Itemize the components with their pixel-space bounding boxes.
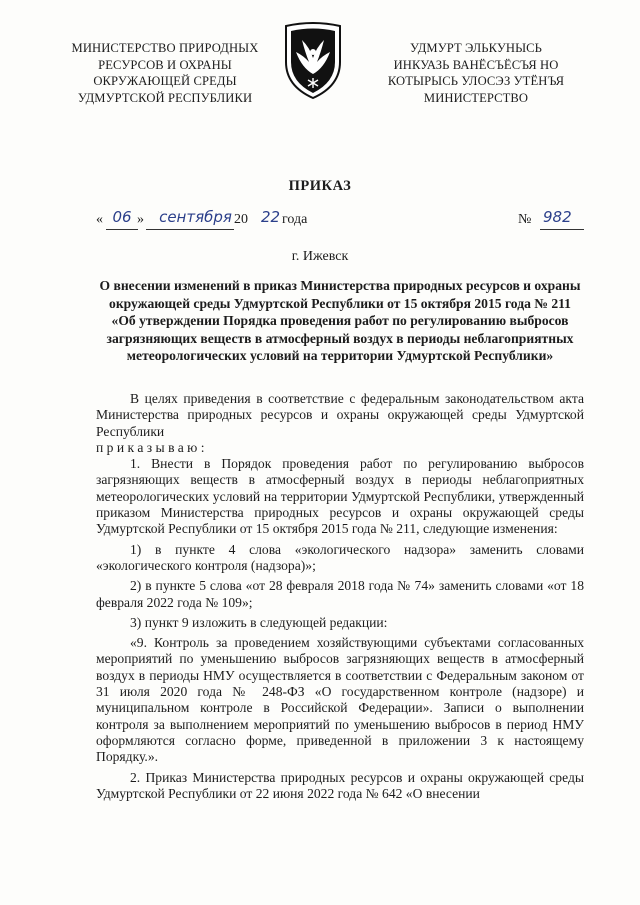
subparagraph-1-2: 2) в пункте 5 слова «от 28 февраля 2018 года № 74» заменить словами «от 18 февраля 2022 года № 109»; — [96, 578, 584, 610]
paragraph-1: 1. Внести в Порядок проведения работ по регулированию выбросов загрязняющих веществ в атмосферный воздух в периоды неблагоприятных метеорологических условий на территории Удмуртской Республики, утвержденный приказом Министерства природных ресурсов и охраны окружающей среды Удмуртской Республики от 15 октября 2015 года № 211, следующие изменения: — [96, 456, 584, 537]
month-underline — [146, 229, 234, 230]
header-right-line: МИНИСТЕРСТВО — [423, 90, 529, 105]
ministry-name-russian — [50, 40, 280, 106]
header-right-line: КОТЫРЫСЬ УЛОСЭЗ УТЁНЪЯ — [387, 74, 565, 88]
header-right-line: УДМУРТ ЭЛЬКУНЫСЬ — [409, 41, 542, 55]
order-word: приказываю: — [96, 439, 208, 455]
date-close-quote: » — [137, 212, 144, 227]
city: г. Ижевск — [291, 249, 349, 264]
order-number-label: № — [518, 212, 532, 227]
date-month-handwritten: сентября — [159, 208, 232, 226]
paragraph-2: 2. Приказ Министерства природных ресурсов и охраны окружающей среды Удмуртской Республики от 22 июня 2022 года № 642 «О внесении — [96, 769, 584, 801]
date-year-prefix: 20 — [234, 212, 248, 227]
header-left-line: ОКРУЖАЮЩЕЙ СРЕДЫ — [93, 74, 237, 88]
number-underline — [540, 229, 584, 230]
intro-paragraph: В целях приведения в соответствие с федеральным законодательством акта Министерства природных ресурсов и охраны окружающей среды Удмуртской Республики — [96, 391, 584, 439]
document-body — [96, 391, 584, 802]
date-year-handwritten: 22 — [261, 208, 281, 226]
document-title: ПРИКАЗ — [288, 178, 352, 194]
subparagraph-1-1: 1) в пункте 4 слова «экологического надзора» заменить словами «экологического контроля (надзора)»; — [96, 541, 584, 573]
header-left-line: МИНИСТЕРСТВО ПРИРОДНЫХ — [71, 41, 259, 55]
udmurt-coat-of-arms-icon — [280, 22, 346, 100]
document-subject: О внесении изменений в приказ Министерства природных ресурсов и охраны окружающей среды Удмуртской Республики от 15 октября 2015 года № 211 «Об утверждении Порядка проведения работ по регулированию выбросов загрязняющих веществ в атмосферный воздух в периоды неблагоприятных метеорологических условий на территории Удмуртской Республики» — [99, 278, 581, 364]
date-day-handwritten: 06 — [112, 208, 132, 226]
header-right-line: ИНКУАЗЬ ВАНЁСЪЁСЪЯ НО — [393, 57, 559, 72]
subparagraph-1-3: 3) пункт 9 изложить в следующей редакции: — [130, 614, 388, 630]
new-clause-9: «9. Контроль за проведением хозяйствующими субъектами согласованных мероприятий по уменьшению выбросов загрязняющих веществ в атмосферный воздух в периоды НМУ осуществляется в соответствии с Федеральным законом от 31 июля 2020 года № 248-ФЗ «О государственном контроле (надзоре) и муниципальном контроле в Российской Федерации». Записи о выполнении контроля за выполнением мероприятий по уменьшению выбросов в период НМУ оформляются согласно форме, приведенной в приложении 3 к настоящему Порядку.». — [96, 635, 584, 765]
date-and-number-line — [96, 209, 586, 233]
header-left-line: УДМУРТСКОЙ РЕСПУБЛИКИ — [77, 90, 253, 105]
ministry-name-udmurt — [362, 40, 590, 106]
date-year-suffix: года — [282, 212, 308, 227]
header-left-line: РЕСУРСОВ И ОХРАНЫ — [98, 57, 232, 72]
date-open-quote: « — [96, 212, 103, 227]
order-number-handwritten: 982 — [543, 208, 572, 226]
day-underline — [106, 229, 138, 230]
